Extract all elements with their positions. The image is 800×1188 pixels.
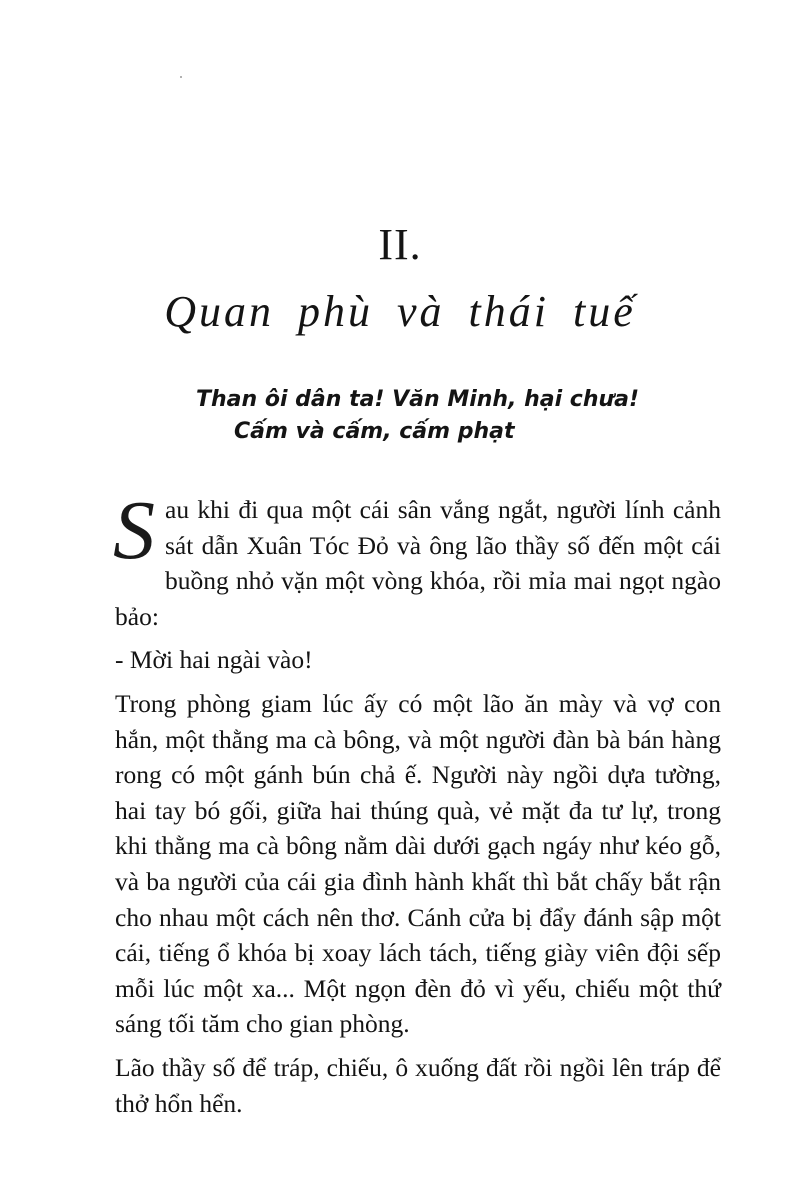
chapter-body [113, 484, 721, 1129]
paragraph-1 [113, 484, 721, 634]
paragraph-1-text: au khi đi qua một cái sân vắng ngắt, người lính cảnh sát dẫn Xuân Tóc Đỏ và ông lão thầy số đến một cái buồng nhỏ vặn một vòng khóa, rồi mỉa mai ngọt ngào bảo: [115, 495, 721, 631]
chapter-title: Quan phù và thái tuế [164, 287, 636, 336]
paragraph-2: - Mời hai ngài vào! [115, 645, 313, 675]
epigraph-line-1: Than ôi dân ta! Văn Minh, hại chưa! [196, 387, 640, 412]
epigraph [196, 384, 716, 448]
print-speck [180, 76, 182, 78]
drop-cap: S [113, 484, 155, 577]
paragraph-3: Trong phòng giam lúc ấy có một lão ăn mày và vợ con hắn, một thằng ma cà bông, và một người đàn bà bán hàng rong có một gánh bún chả ế. Người này ngồi dựa tường, hai tay bó gối, giữa hai thúng quà, vẻ mặt đa tư lự, trong khi thằng ma cà bông nằm dài dưới gạch ngáy như kéo gỗ, và ba người của cái gia đình hành khất thì bắt chấy bắt rận cho nhau một cách nên thơ. Cánh cửa bị đẩy đánh sập một cái, tiếng ổ khóa bị xoay lách tách, tiếng giày viên đội sếp mỗi lúc một xa... Một ngọn đèn đỏ vì yếu, chiếu một thứ sáng tối tăm cho gian phòng. [115, 688, 721, 1039]
chapter-number: II. [378, 220, 422, 269]
paragraph-4: Lão thầy số để tráp, chiếu, ô xuống đất rồi ngồi lên tráp để thở hổn hển. [115, 1052, 721, 1118]
epigraph-line-2: Cấm và cấm, cấm phạt [234, 419, 515, 444]
